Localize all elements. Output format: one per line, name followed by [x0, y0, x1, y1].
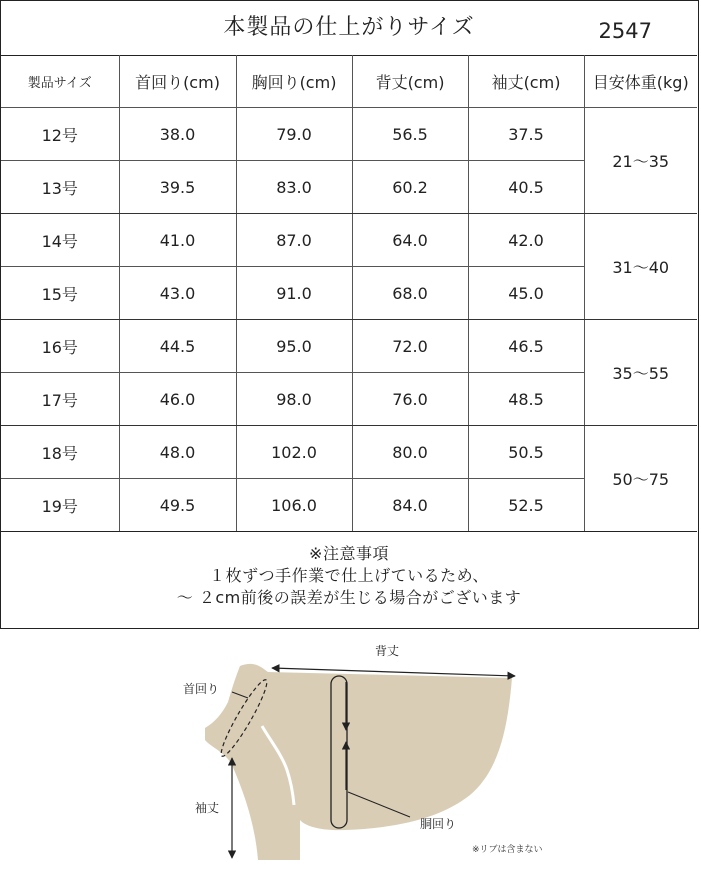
cell-back: 68.0: [352, 267, 468, 320]
table-row: [1, 320, 697, 373]
cell-size: 18号: [1, 426, 119, 479]
notes-line: ～ ２cm前後の誤差が生じる場合がございます: [176, 588, 522, 607]
cell-neck: 49.5: [119, 479, 236, 532]
notes-section: [1, 529, 697, 627]
cell-sleeve: 40.5: [468, 161, 584, 214]
cell-back: 72.0: [352, 320, 468, 373]
table-row: [1, 214, 697, 267]
col-header-size: 製品サイズ: [1, 55, 119, 108]
cell-size: 19号: [1, 479, 119, 532]
table-row: [1, 426, 697, 479]
col-header-weight: 目安体重(kg): [584, 55, 697, 108]
cell-weight: 31～40: [584, 214, 697, 320]
neck-label: 首回り: [183, 682, 220, 696]
cell-weight: 35～55: [584, 320, 697, 426]
col-header-sleeve: 袖丈(cm): [468, 55, 584, 108]
cell-chest: 79.0: [236, 108, 352, 161]
cell-size: 16号: [1, 320, 119, 373]
cell-weight: 50～75: [584, 426, 697, 532]
size-table: [1, 55, 697, 532]
col-header-neck: 首回り(cm): [119, 55, 236, 108]
notes-heading: ※注意事項: [309, 544, 389, 563]
cell-sleeve: 52.5: [468, 479, 584, 532]
notes-line: １枚ずつ手作業で仕上げているため、: [209, 566, 489, 585]
table-row: [1, 108, 697, 161]
cell-back: 56.5: [352, 108, 468, 161]
cell-sleeve: 50.5: [468, 426, 584, 479]
cell-neck: 44.5: [119, 320, 236, 373]
cell-neck: 46.0: [119, 373, 236, 426]
cell-size: 12号: [1, 108, 119, 161]
garment-illustration: [0, 630, 701, 865]
cell-weight: 21～35: [584, 108, 697, 214]
cell-size: 17号: [1, 373, 119, 426]
cell-neck: 38.0: [119, 108, 236, 161]
cell-sleeve: 45.0: [468, 267, 584, 320]
cell-sleeve: 37.5: [468, 108, 584, 161]
cell-back: 80.0: [352, 426, 468, 479]
cell-back: 84.0: [352, 479, 468, 532]
cell-chest: 83.0: [236, 161, 352, 214]
rib-note: ※リブは含まない: [472, 845, 543, 855]
cell-neck: 48.0: [119, 426, 236, 479]
chest-label: 胴回り: [420, 817, 457, 831]
cell-size: 14号: [1, 214, 119, 267]
cell-back: 76.0: [352, 373, 468, 426]
cell-chest: 95.0: [236, 320, 352, 373]
col-header-chest: 胸回り(cm): [236, 55, 352, 108]
cell-neck: 41.0: [119, 214, 236, 267]
title-row: [1, 1, 697, 56]
product-code: 2547: [598, 19, 652, 43]
cell-sleeve: 46.5: [468, 320, 584, 373]
cell-size: 13号: [1, 161, 119, 214]
measurement-diagram: [0, 630, 701, 865]
cell-chest: 91.0: [236, 267, 352, 320]
cell-neck: 39.5: [119, 161, 236, 214]
cell-back: 64.0: [352, 214, 468, 267]
cell-sleeve: 42.0: [468, 214, 584, 267]
table-header-row: [1, 55, 697, 108]
cell-chest: 106.0: [236, 479, 352, 532]
back-length-label: 背丈: [375, 644, 400, 658]
cell-size: 15号: [1, 267, 119, 320]
sleeve-length-label: 袖丈: [195, 801, 220, 815]
cell-neck: 43.0: [119, 267, 236, 320]
cell-back: 60.2: [352, 161, 468, 214]
col-header-back: 背丈(cm): [352, 55, 468, 108]
cell-sleeve: 48.5: [468, 373, 584, 426]
cell-chest: 102.0: [236, 426, 352, 479]
cell-chest: 98.0: [236, 373, 352, 426]
page-title: 本製品の仕上がりサイズ: [223, 15, 475, 40]
cell-chest: 87.0: [236, 214, 352, 267]
